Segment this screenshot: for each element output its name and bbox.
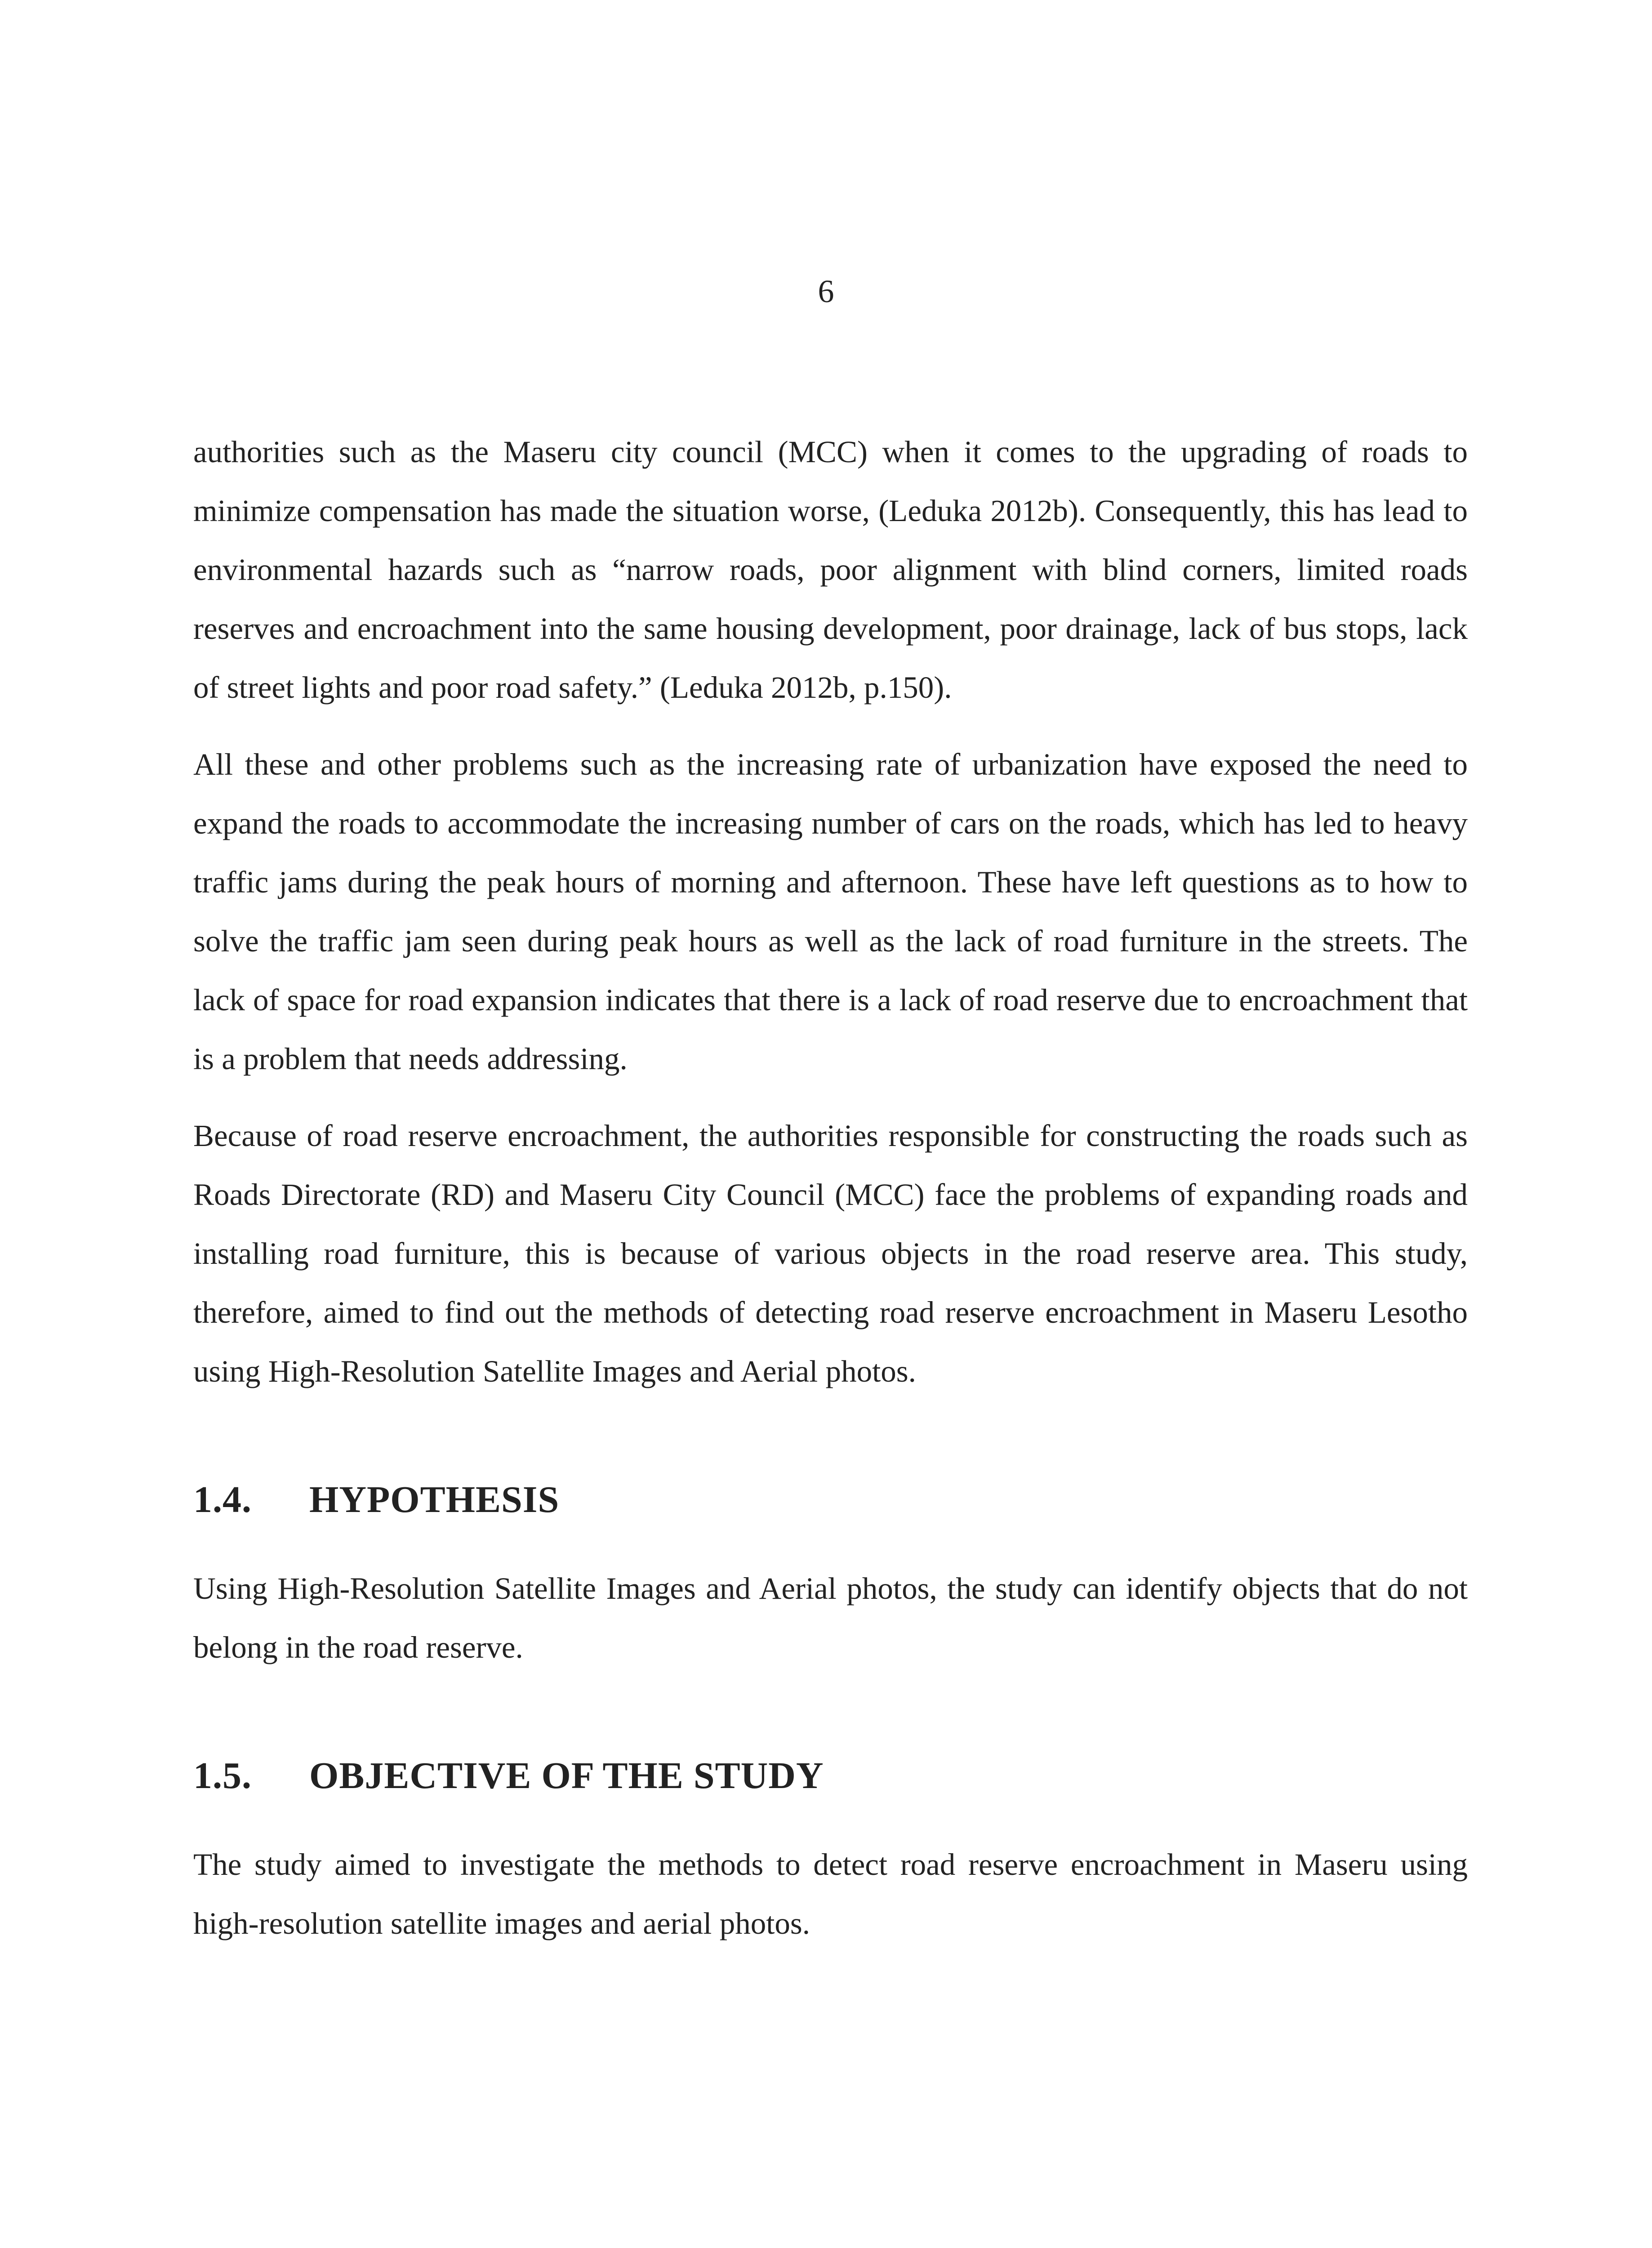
objective-paragraph: The study aimed to investigate the methods to detect road reserve encroachment in Maseru using high-resolution satellite images and aerial photos. (193, 1847, 1468, 1940)
hypothesis-paragraph: Using High-Resolution Satellite Images and Aerial photos, the study can identify objects that do not belong in the road reserve. (193, 1571, 1468, 1664)
section-title: OBJECTIVE OF THE STUDY (309, 1755, 824, 1797)
section-heading-objective (193, 1749, 1468, 1803)
body-paragraph: Because of road reserve encroachment, the authorities responsible for constructing the roads such as Roads Directorate (RD) and Maseru City Council (MCC) face the problems of expanding roads and installing road furniture, this is because of various objects in the road reserve area. This study, therefore, aimed to find out the methods of detecting road reserve encroachment in Maseru Lesotho using High-Resolution Satellite Images and Aerial photos. (193, 1119, 1468, 1388)
body-paragraph: authorities such as the Maseru city council (MCC) when it comes to the upgrading of roads to minimize compensation has made the situation worse, (Leduka 2012b). Consequently, this has lead to environmental hazards such as “narrow roads, poor alignment with blind corners, limited roads reserves and encroachment into the same housing development, poor drainage, lack of bus stops, lack of street lights and poor road safety.” (Leduka 2012b, p.150). (193, 435, 1468, 705)
page-number: 6 (818, 273, 834, 309)
section-title: HYPOTHESIS (309, 1479, 560, 1521)
section-number: 1.4. (193, 1479, 252, 1521)
body-paragraph: All these and other problems such as the increasing rate of urbanization have exposed the need to expand the roads to accommodate the increasing number of cars on the roads, which has led to heavy traffic jams during the peak hours of morning and afternoon. These have left questions as to how to solve the traffic jam seen during peak hours as well as the lack of road furniture in the streets. The lack of space for road expansion indicates that there is a lack of road reserve due to encroachment that is a problem that needs addressing. (193, 747, 1468, 1076)
section-number: 1.5. (193, 1755, 252, 1797)
section-heading-hypothesis (193, 1473, 1468, 1527)
page-body (193, 423, 1468, 1971)
